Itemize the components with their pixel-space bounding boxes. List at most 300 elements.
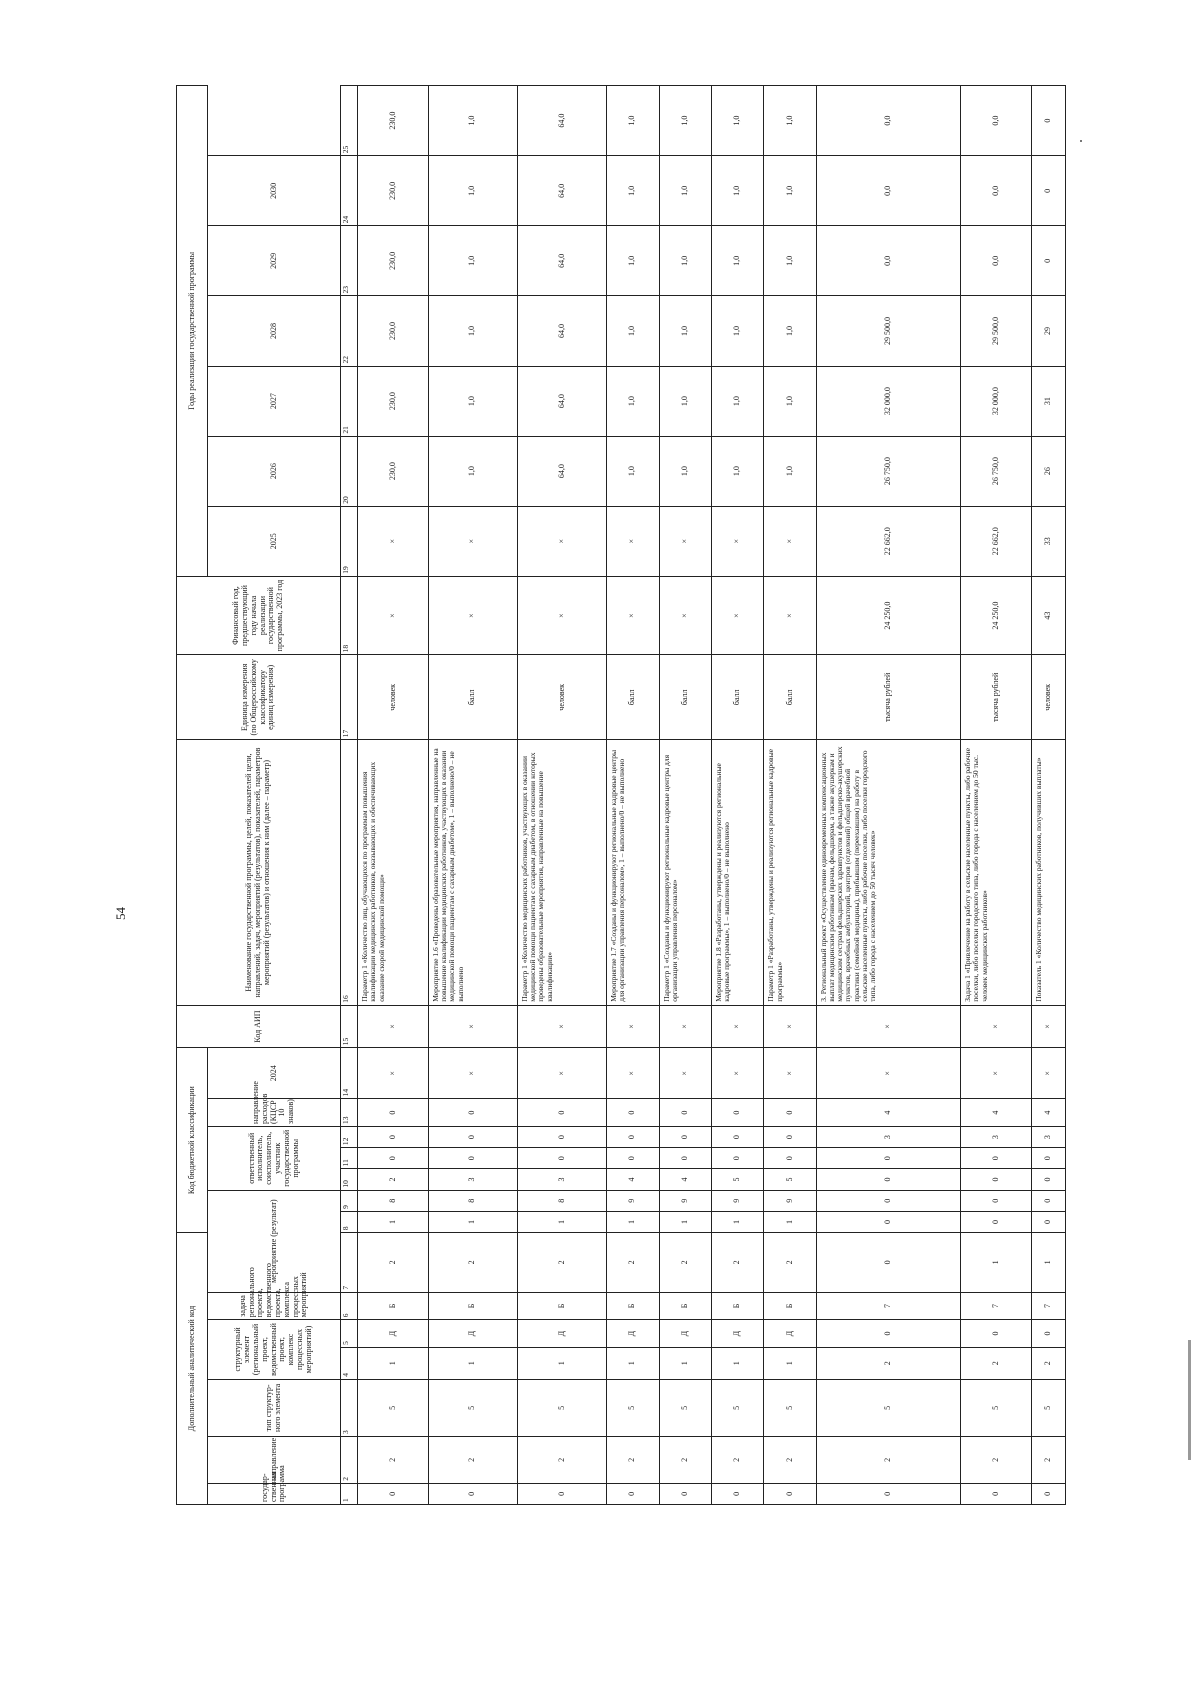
- value-cell: 1,0: [764, 86, 816, 156]
- code-cell: ×: [607, 1005, 659, 1047]
- value-cell: 32 000,0: [961, 366, 1032, 436]
- code-cell: 3: [816, 1126, 960, 1147]
- row-unit: человек: [517, 655, 606, 740]
- code-cell: 7: [816, 1292, 960, 1320]
- value-cell: 1,0: [711, 366, 763, 436]
- code-cell: Д: [711, 1320, 763, 1348]
- code-cell: 1: [764, 1347, 816, 1379]
- code-cell: 0: [816, 1190, 960, 1211]
- code-cell: 9: [607, 1190, 659, 1211]
- code-cell: ×: [816, 1048, 960, 1099]
- scan-artifact: [1188, 1340, 1191, 1460]
- value-cell: 1,0: [607, 436, 659, 506]
- code-cell: 0: [961, 1148, 1032, 1169]
- value-cell: 24 250,0: [961, 576, 1032, 655]
- code-cell: 2: [659, 1437, 711, 1484]
- column-number: 21: [341, 366, 358, 436]
- code-cell: 0: [517, 1483, 606, 1504]
- code-cell: ×: [358, 1005, 429, 1047]
- column-number: 15: [341, 1005, 358, 1047]
- code-cell: 2: [816, 1437, 960, 1484]
- column-number: 18: [341, 576, 358, 655]
- value-cell: 43: [1031, 576, 1065, 655]
- value-cell: 1,0: [428, 436, 517, 506]
- code-cell: ×: [1031, 1048, 1065, 1099]
- column-number: 16: [341, 740, 358, 1006]
- code-cell: 0: [764, 1148, 816, 1169]
- code-cell: 5: [711, 1169, 763, 1190]
- code-cell: Б: [607, 1292, 659, 1320]
- code-cell: 0: [961, 1169, 1032, 1190]
- table-row: [428, 86, 517, 1505]
- code-cell: Б: [659, 1292, 711, 1320]
- code-cell: 0: [659, 1099, 711, 1127]
- header-year-2026: 2026: [208, 436, 341, 506]
- value-cell: 230,0: [358, 226, 429, 296]
- code-cell: 4: [659, 1169, 711, 1190]
- value-cell: 1,0: [428, 296, 517, 366]
- code-cell: Д: [358, 1320, 429, 1348]
- value-cell: 29 500,0: [816, 296, 960, 366]
- code-cell: ×: [711, 1005, 763, 1047]
- row-name: Мероприятие 1.8 «Разработаны, утверждены и реализуются региональные кадровые программы», 1 – выполнено/0 – не выполнено: [711, 740, 763, 1006]
- value-cell: 32 000,0: [816, 366, 960, 436]
- header-merop: мероприятие (результат): [208, 1190, 341, 1292]
- code-cell: 0: [961, 1190, 1032, 1211]
- code-cell: 4: [1031, 1099, 1065, 1127]
- value-cell: 1,0: [607, 226, 659, 296]
- column-number: 7: [341, 1233, 358, 1293]
- code-cell: 2: [711, 1233, 763, 1293]
- header-otv: ответственный исполнитель, соисполнитель, участник государственной программы: [208, 1126, 341, 1190]
- code-cell: 0: [607, 1126, 659, 1147]
- value-cell: ×: [358, 576, 429, 655]
- code-cell: 5: [517, 1379, 606, 1436]
- column-number: 1: [341, 1483, 358, 1504]
- column-number: 12: [341, 1126, 358, 1147]
- table-row: [816, 86, 960, 1505]
- value-cell: 29 500,0: [961, 296, 1032, 366]
- code-cell: 0: [1031, 1211, 1065, 1232]
- code-cell: 0: [961, 1320, 1032, 1348]
- code-cell: 8: [358, 1190, 429, 1211]
- column-number-row: [341, 86, 358, 1505]
- header-napr: направление: [208, 1437, 341, 1484]
- header-year-2028: 2028: [208, 296, 341, 366]
- scan-artifact: [1080, 140, 1082, 142]
- code-cell: 1: [607, 1347, 659, 1379]
- value-cell: ×: [711, 576, 763, 655]
- code-cell: Д: [764, 1320, 816, 1348]
- value-cell: ×: [764, 576, 816, 655]
- header-year-2024: 2024: [208, 1048, 341, 1099]
- code-cell: 2: [517, 1233, 606, 1293]
- row-unit: балл: [428, 655, 517, 740]
- row-name: 3. Региональный проект «Осуществление единовременных компенсационных выплат медицинским работникам (врачам, фельдшерам, а также акушеркам и медицинским сестрам фельдшерских здравпунктов и фельдшерско-акушерских пунктов, врачебных амбулаторий, центров (отделений) общей врачебной практики (семейной медицины), прибывшим (переехавшим) на работу в сельские населенные пункты, либо рабочие поселки, либо поселки городского типа, либо города с населением до 50 тысяч человек»: [816, 740, 960, 1006]
- code-cell: 0: [659, 1126, 711, 1147]
- value-cell: 22 662,0: [961, 506, 1032, 576]
- code-cell: 4: [961, 1099, 1032, 1127]
- code-cell: ×: [764, 1005, 816, 1047]
- value-cell: 1,0: [607, 86, 659, 156]
- value-cell: 1,0: [711, 86, 763, 156]
- header-dop-kod: Дополнительный аналитический код: [177, 1233, 208, 1505]
- code-cell: 1: [1031, 1233, 1065, 1293]
- code-cell: 2: [1031, 1437, 1065, 1484]
- value-cell: 64,0: [517, 366, 606, 436]
- code-cell: 2: [517, 1437, 606, 1484]
- code-cell: 1: [711, 1347, 763, 1379]
- column-number: 23: [341, 226, 358, 296]
- code-cell: 0: [961, 1211, 1032, 1232]
- column-number: 9: [341, 1190, 358, 1211]
- code-cell: 0: [1031, 1148, 1065, 1169]
- code-cell: ×: [428, 1048, 517, 1099]
- value-cell: 64,0: [517, 296, 606, 366]
- code-cell: ×: [428, 1005, 517, 1047]
- code-cell: 0: [428, 1099, 517, 1127]
- code-cell: 7: [961, 1292, 1032, 1320]
- program-table: [176, 85, 1066, 1505]
- code-cell: 2: [358, 1169, 429, 1190]
- column-number: 11: [341, 1148, 358, 1169]
- row-unit: балл: [607, 655, 659, 740]
- code-cell: 0: [1031, 1190, 1065, 1211]
- code-cell: 7: [1031, 1292, 1065, 1320]
- column-number: 8: [341, 1211, 358, 1232]
- value-cell: 0: [1031, 86, 1065, 156]
- code-cell: 0: [816, 1320, 960, 1348]
- code-cell: Б: [428, 1292, 517, 1320]
- value-cell: 1,0: [659, 366, 711, 436]
- row-unit: тысяча рублей: [961, 655, 1032, 740]
- code-cell: 2: [607, 1233, 659, 1293]
- row-unit: тысяча рублей: [816, 655, 960, 740]
- value-cell: 230,0: [358, 156, 429, 226]
- column-number: 10: [341, 1169, 358, 1190]
- table-row: [659, 86, 711, 1505]
- value-cell: 1,0: [764, 156, 816, 226]
- value-cell: 1,0: [659, 156, 711, 226]
- code-cell: 0: [764, 1099, 816, 1127]
- code-cell: 0: [961, 1483, 1032, 1504]
- code-cell: 0: [1031, 1169, 1065, 1190]
- column-number: 22: [341, 296, 358, 366]
- value-cell: 1,0: [764, 366, 816, 436]
- code-cell: 2: [961, 1437, 1032, 1484]
- column-number: 17: [341, 655, 358, 740]
- header-kbk: Код бюджетной классификации: [177, 1048, 208, 1233]
- code-cell: 2: [358, 1233, 429, 1293]
- table-row: [961, 86, 1032, 1505]
- code-cell: 0: [659, 1148, 711, 1169]
- code-cell: 9: [764, 1190, 816, 1211]
- column-number: 2: [341, 1437, 358, 1484]
- row-name: Задача 1 «Привлечение на работу в сельские населенные пункты, либо рабочие поселки, либо поселки городского типа, либо города с населением до 50 тыс. человек медицинских работников»: [961, 740, 1032, 1006]
- value-cell: 1,0: [659, 436, 711, 506]
- value-cell: ×: [659, 576, 711, 655]
- code-cell: 0: [711, 1148, 763, 1169]
- value-cell: 26: [1031, 436, 1065, 506]
- column-number: 24: [341, 156, 358, 226]
- value-cell: 230,0: [358, 366, 429, 436]
- header-zadacha: задача регионального проекта, ведомственного проекта, комплекса процессных мероприятий: [208, 1292, 341, 1320]
- code-cell: 1: [659, 1211, 711, 1232]
- row-name: Мероприятие 1.7 «Созданы и функционируют региональные кадровые центры для организации управления персоналом», 1 – выполнено/0 – не выполнено: [607, 740, 659, 1006]
- column-number: 14: [341, 1048, 358, 1099]
- code-cell: 1: [607, 1211, 659, 1232]
- value-cell: 230,0: [358, 436, 429, 506]
- code-cell: 1: [428, 1211, 517, 1232]
- code-cell: 2: [764, 1233, 816, 1293]
- code-cell: 1: [358, 1211, 429, 1232]
- code-cell: 0: [816, 1483, 960, 1504]
- row-name: Параметр 1 «Созданы и функционируют региональные кадровые центры для организации управления персоналом»: [659, 740, 711, 1006]
- row-unit: человек: [1031, 655, 1065, 740]
- header-rashod: направление расходов (КЦСР 10 знаков): [208, 1099, 341, 1127]
- value-cell: 26 750,0: [961, 436, 1032, 506]
- value-cell: ×: [711, 506, 763, 576]
- value-cell: 31: [1031, 366, 1065, 436]
- header-year-2029: 2029: [208, 226, 341, 296]
- header-year-2027: 2027: [208, 366, 341, 436]
- code-cell: 1: [428, 1347, 517, 1379]
- page-number: 54: [113, 907, 128, 920]
- code-cell: 0: [711, 1099, 763, 1127]
- value-cell: ×: [517, 506, 606, 576]
- code-cell: 0: [816, 1148, 960, 1169]
- value-cell: ×: [358, 506, 429, 576]
- code-cell: ×: [764, 1048, 816, 1099]
- value-cell: ×: [428, 506, 517, 576]
- value-cell: 64,0: [517, 86, 606, 156]
- code-cell: ×: [961, 1048, 1032, 1099]
- code-cell: 2: [1031, 1347, 1065, 1379]
- code-cell: 0: [428, 1148, 517, 1169]
- code-cell: 5: [816, 1379, 960, 1436]
- value-cell: 1,0: [764, 226, 816, 296]
- table-row: [607, 86, 659, 1505]
- code-cell: 0: [1031, 1483, 1065, 1504]
- code-cell: 1: [711, 1211, 763, 1232]
- column-number: 3: [341, 1379, 358, 1436]
- code-cell: 2: [428, 1233, 517, 1293]
- code-cell: 0: [816, 1211, 960, 1232]
- code-cell: ×: [816, 1005, 960, 1047]
- code-cell: 3: [517, 1169, 606, 1190]
- value-cell: 1,0: [711, 156, 763, 226]
- code-cell: Д: [659, 1320, 711, 1348]
- value-cell: 1,0: [607, 296, 659, 366]
- value-cell: 64,0: [517, 436, 606, 506]
- code-cell: 8: [428, 1190, 517, 1211]
- code-cell: 9: [711, 1190, 763, 1211]
- code-cell: 0: [659, 1483, 711, 1504]
- code-cell: ×: [607, 1048, 659, 1099]
- code-cell: 3: [1031, 1126, 1065, 1147]
- value-cell: 1,0: [428, 366, 517, 436]
- column-number: 25: [341, 86, 358, 156]
- code-cell: 1: [517, 1211, 606, 1232]
- code-cell: 0: [517, 1148, 606, 1169]
- code-cell: Б: [358, 1292, 429, 1320]
- code-cell: 5: [607, 1379, 659, 1436]
- value-cell: 230,0: [358, 86, 429, 156]
- code-cell: ×: [659, 1048, 711, 1099]
- value-cell: 1,0: [428, 86, 517, 156]
- value-cell: 1,0: [764, 296, 816, 366]
- header-year-2025: 2025: [208, 506, 341, 576]
- code-cell: 4: [816, 1099, 960, 1127]
- code-cell: ×: [517, 1005, 606, 1047]
- code-cell: 2: [607, 1437, 659, 1484]
- value-cell: 1,0: [764, 436, 816, 506]
- header-fin-year: Финансовый год, предшествующий году начала реализации государственной программы, 2023 год: [177, 576, 341, 655]
- table-row: [358, 86, 429, 1505]
- code-cell: 3: [961, 1126, 1032, 1147]
- value-cell: ×: [764, 506, 816, 576]
- header-unit: Единица измерения (по Общероссийскому классификатору единиц измерения): [177, 655, 341, 740]
- code-cell: Б: [764, 1292, 816, 1320]
- value-cell: 0,0: [816, 86, 960, 156]
- code-cell: 0: [607, 1148, 659, 1169]
- code-cell: ×: [358, 1048, 429, 1099]
- column-number: 4: [341, 1347, 358, 1379]
- value-cell: 64,0: [517, 226, 606, 296]
- header-gp: государ-ственная программа: [208, 1483, 341, 1504]
- value-cell: 0,0: [816, 156, 960, 226]
- code-cell: 5: [711, 1379, 763, 1436]
- code-cell: 0: [1031, 1320, 1065, 1348]
- code-cell: 2: [816, 1347, 960, 1379]
- code-cell: 2: [764, 1437, 816, 1484]
- code-cell: 5: [1031, 1379, 1065, 1436]
- code-cell: 0: [428, 1483, 517, 1504]
- value-cell: 29: [1031, 296, 1065, 366]
- row-name: Мероприятие 1.6 «Проведены образовательные мероприятия, направленные на повышение квалификации медицинских работников, участвующих в оказании медицинской помощи пациентам с сахарным диабетом», 1 – выполнено/0 – не выполнено: [428, 740, 517, 1006]
- value-cell: 1,0: [711, 296, 763, 366]
- value-cell: 230,0: [358, 296, 429, 366]
- value-cell: ×: [607, 506, 659, 576]
- code-cell: 0: [358, 1148, 429, 1169]
- header-name: Наименование государственной программы, целей, показателей цели, направлений, задач, мероприятий (результатов), показателей, параметров мероприятий (результатов) и отношения к ним (далее – параметр): [177, 740, 341, 1006]
- value-cell: 0: [1031, 226, 1065, 296]
- code-cell: Д: [607, 1320, 659, 1348]
- header-adip: Код АИП: [177, 1005, 341, 1047]
- value-cell: 1,0: [607, 366, 659, 436]
- value-cell: 64,0: [517, 156, 606, 226]
- code-cell: 0: [358, 1126, 429, 1147]
- code-cell: 2: [358, 1437, 429, 1484]
- value-cell: 1,0: [659, 226, 711, 296]
- code-cell: 0: [764, 1126, 816, 1147]
- code-cell: 2: [961, 1347, 1032, 1379]
- code-cell: 0: [711, 1483, 763, 1504]
- rotated-table-wrapper: [176, 85, 1066, 1505]
- column-number: 5: [341, 1320, 358, 1348]
- code-cell: 0: [517, 1099, 606, 1127]
- code-cell: Д: [517, 1320, 606, 1348]
- column-number: 6: [341, 1292, 358, 1320]
- value-cell: 22 662,0: [816, 506, 960, 576]
- value-cell: ×: [659, 506, 711, 576]
- value-cell: ×: [428, 576, 517, 655]
- value-cell: 24 250,0: [816, 576, 960, 655]
- value-cell: 0,0: [961, 156, 1032, 226]
- header-tip: тип структур-ного элемента: [208, 1379, 341, 1436]
- code-cell: ×: [1031, 1005, 1065, 1047]
- code-cell: 5: [659, 1379, 711, 1436]
- code-cell: 1: [659, 1347, 711, 1379]
- code-cell: 8: [517, 1190, 606, 1211]
- value-cell: ×: [517, 576, 606, 655]
- code-cell: 1: [517, 1347, 606, 1379]
- column-number: 13: [341, 1099, 358, 1127]
- code-cell: 0: [358, 1483, 429, 1504]
- code-cell: 1: [961, 1233, 1032, 1293]
- column-number: 19: [341, 506, 358, 576]
- code-cell: 4: [607, 1169, 659, 1190]
- code-cell: Д: [428, 1320, 517, 1348]
- code-cell: 0: [358, 1099, 429, 1127]
- code-cell: 2: [659, 1233, 711, 1293]
- code-cell: 0: [764, 1483, 816, 1504]
- value-cell: 1,0: [428, 156, 517, 226]
- code-cell: ×: [517, 1048, 606, 1099]
- code-cell: 0: [607, 1099, 659, 1127]
- value-cell: 33: [1031, 506, 1065, 576]
- code-cell: 0: [607, 1483, 659, 1504]
- row-unit: балл: [764, 655, 816, 740]
- code-cell: 5: [358, 1379, 429, 1436]
- header-years-group: Годы реализации государственной программы: [177, 86, 208, 577]
- code-cell: 0: [816, 1169, 960, 1190]
- value-cell: ×: [607, 576, 659, 655]
- row-name: Параметр 1 «Разработаны, утверждены и реализуются региональные кадровые программы»: [764, 740, 816, 1006]
- row-name: Параметр 1 «Количество лиц, обучающихся по программам повышения квалификации медицинских работников, оказывающих и обеспечивающих оказание скорой медицинской помощи»: [358, 740, 429, 1006]
- value-cell: 0: [1031, 156, 1065, 226]
- code-cell: ×: [711, 1048, 763, 1099]
- code-cell: 0: [428, 1126, 517, 1147]
- code-cell: 0: [711, 1126, 763, 1147]
- code-cell: 2: [428, 1437, 517, 1484]
- code-cell: 0: [816, 1233, 960, 1293]
- value-cell: 1,0: [711, 436, 763, 506]
- row-unit: балл: [711, 655, 763, 740]
- code-cell: Б: [517, 1292, 606, 1320]
- code-cell: 5: [428, 1379, 517, 1436]
- value-cell: 1,0: [428, 226, 517, 296]
- code-cell: 1: [764, 1211, 816, 1232]
- row-unit: балл: [659, 655, 711, 740]
- value-cell: 1,0: [607, 156, 659, 226]
- code-cell: ×: [961, 1005, 1032, 1047]
- code-cell: 5: [764, 1169, 816, 1190]
- header-year-2030: 2030: [208, 156, 341, 226]
- header-struct: структурный элемент (региональный проект, ведомственный проект, комплекс процессных мероприятий): [208, 1320, 341, 1379]
- value-cell: 0,0: [961, 226, 1032, 296]
- code-cell: 2: [711, 1437, 763, 1484]
- value-cell: 1,0: [659, 86, 711, 156]
- row-unit: человек: [358, 655, 429, 740]
- code-cell: 0: [517, 1126, 606, 1147]
- value-cell: 0,0: [816, 226, 960, 296]
- column-number: 20: [341, 436, 358, 506]
- table-row: [764, 86, 816, 1505]
- code-cell: Б: [711, 1292, 763, 1320]
- code-cell: 1: [358, 1347, 429, 1379]
- value-cell: 26 750,0: [816, 436, 960, 506]
